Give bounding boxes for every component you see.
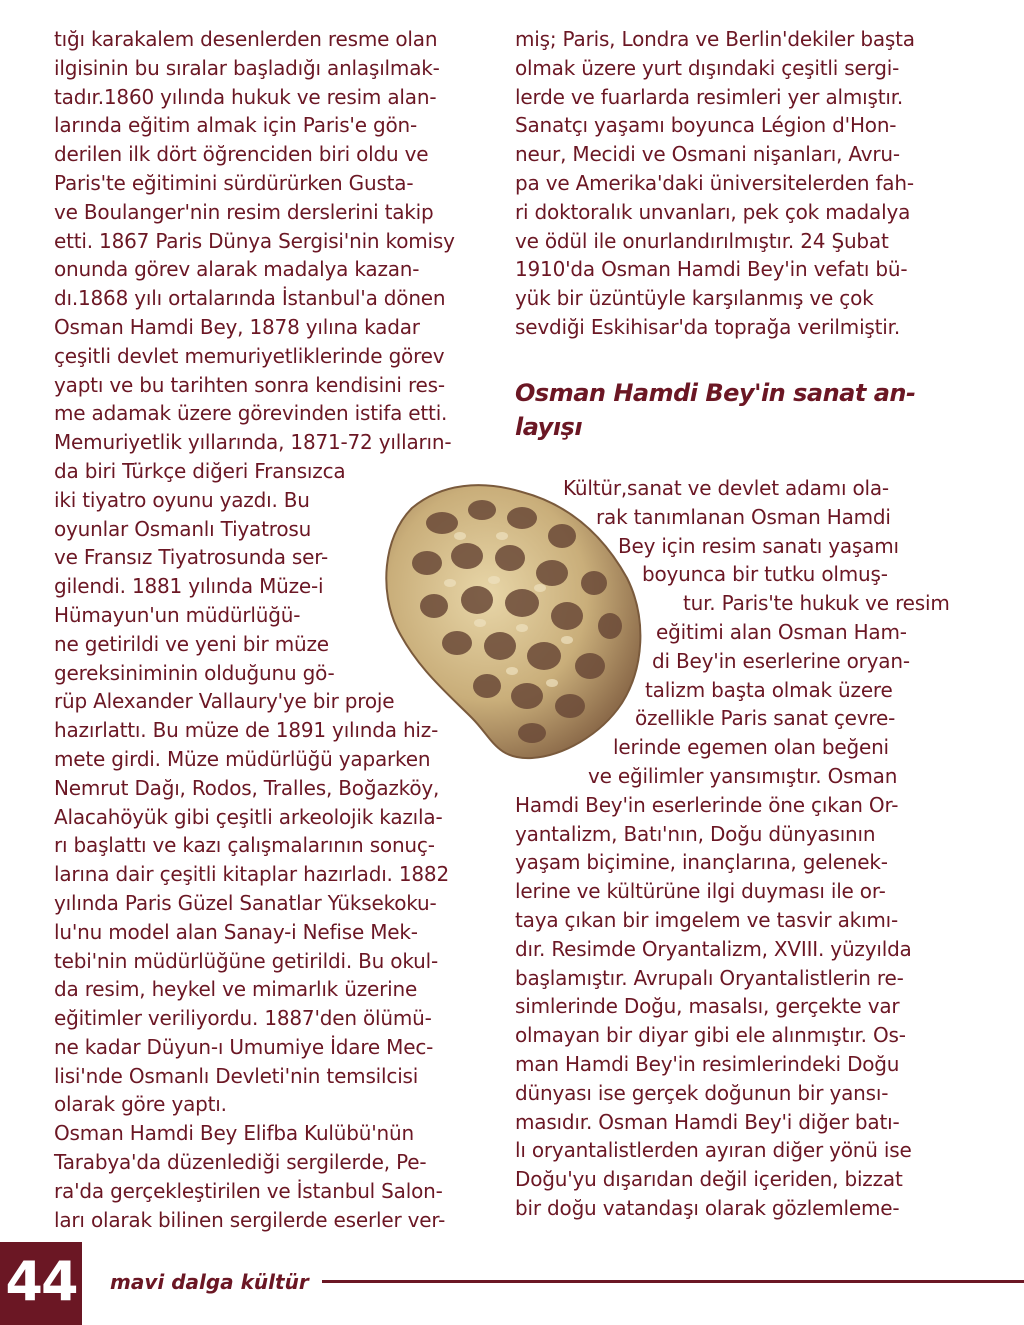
- right-column-top: [515, 25, 915, 342]
- text-line: Osman Hamdi Bey Elifba Kulübü'nün: [54, 1121, 414, 1146]
- footer-rule: [322, 1280, 1024, 1283]
- text-line: Paris'te eğitimini sürdürürken Gusta-: [54, 170, 414, 195]
- text-line: ri doktoralık unvanları, pek çok madalya: [515, 199, 911, 224]
- text-line: Osman Hamdi Bey'in sanat an-: [515, 379, 916, 407]
- text-line: ve ödül ile onurlandırılmıştır. 24 Şubat: [515, 228, 889, 253]
- text-line: dır. Resimde Oryantalizm, XVIII. yüzyılda: [515, 936, 912, 961]
- text-line: rı başlattı ve kazı çalışmalarının sonuç-: [54, 833, 435, 858]
- text-line: yaptı ve bu tarihten sonra kendisini res-: [54, 372, 445, 397]
- text-line: gilendi. 1881 yılında Müze-i: [54, 574, 324, 599]
- text-line: simlerinde Doğu, masalsı, gerçekte var: [515, 994, 900, 1019]
- text-line: Osman Hamdi Bey, 1878 yılına kadar: [54, 314, 420, 339]
- text-line: mete girdi. Müze müdürlüğü yaparken: [54, 746, 431, 771]
- text-line: ve eğilimler yansımıştır. Osman: [588, 763, 898, 788]
- text-line: ları olarak bilinen sergilerde eserler ver-: [54, 1207, 446, 1232]
- magazine-name: mavi dalga kültür: [110, 1270, 309, 1294]
- text-line: me adamak üzere görevinden istifa etti.: [54, 401, 448, 426]
- text-line: olmak üzere yurt dışındaki çeşitli sergi-: [515, 55, 900, 80]
- text-line: Hümayun'un müdürlüğü-: [54, 602, 301, 627]
- text-line: tığı karakalem desenlerden resme olan: [54, 27, 438, 51]
- text-line: boyunca bir tutku olmuş-: [642, 562, 888, 587]
- text-line: hazırlattı. Bu müze de 1891 yılında hiz-: [54, 718, 439, 743]
- text-line: derilen ilk dört öğrenciden biri oldu ve: [54, 142, 429, 167]
- text-line: yük bir üzüntüyle karşılanmış ve çok: [515, 286, 874, 311]
- text-line: ve Fransız Tiyatrosunda ser-: [54, 545, 329, 570]
- text-line: tebi'nin müdürlüğüne getirildi. Bu okul-: [54, 948, 438, 973]
- text-line: da resim, heykel ve mimarlık üzerine: [54, 977, 418, 1002]
- text-line: lisi'nde Osmanlı Devleti'nin temsilcisi: [54, 1063, 419, 1088]
- text-line: 1910'da Osman Hamdi Bey'in vefatı bü-: [515, 257, 908, 282]
- text-line: dünyası ise gerçek doğunun bir yansı-: [515, 1080, 889, 1105]
- text-line: larına dair çeşitli kitaplar hazırladı. 1882: [54, 862, 449, 887]
- text-line: lerde ve fuarlarda resimleri yer almıştır.: [515, 84, 904, 109]
- text-line: layışı: [515, 413, 583, 441]
- text-line: Hamdi Bey'in eserlerinde öne çıkan Or-: [515, 792, 899, 817]
- text-line: başlamıştır. Avrupalı Oryantalistlerin re-: [515, 965, 904, 990]
- text-line: Memuriyetlik yıllarında, 1871-72 yılların-: [54, 430, 452, 455]
- text-line: Tarabya'da düzenlediği sergilerde, Pe-: [54, 1150, 427, 1175]
- section-heading: [515, 376, 915, 444]
- text-line: etti. 1867 Paris Dünya Sergisi'nin komisy: [54, 228, 455, 253]
- text-line: miş; Paris, Londra ve Berlin'dekiler başta: [515, 27, 915, 51]
- text-line: lu'nu model alan Sanay-i Nefise Mek-: [54, 919, 418, 944]
- text-line: man Hamdi Bey'in resimlerindeki Doğu: [515, 1051, 900, 1076]
- text-line: özellikle Paris sanat çevre-: [635, 706, 896, 731]
- text-line: ne kadar Düyun-ı Umumiye İdare Mec-: [54, 1034, 434, 1059]
- text-line: taya çıkan bir imgelem ve tasvir akımı-: [515, 907, 899, 932]
- text-line: tur. Paris'te hukuk ve resim: [683, 591, 950, 616]
- text-line: da biri Türkçe diğeri Fransızca: [54, 458, 346, 483]
- text-line: lerinde egemen olan beğeni: [613, 735, 889, 760]
- text-line: talizm başta olmak üzere: [645, 677, 893, 702]
- text-line: ra'da gerçekleştirilen ve İstanbul Salon-: [54, 1178, 443, 1203]
- text-line: yılında Paris Güzel Sanatlar Yüksekoku-: [54, 890, 437, 915]
- text-line: lı oryantalistlerden ayıran diğer yönü ise: [515, 1138, 912, 1163]
- text-line: Nemrut Dağı, Rodos, Tralles, Boğazköy,: [54, 775, 440, 800]
- text-line: tadır.1860 yılında hukuk ve resim alan-: [54, 84, 437, 109]
- text-line: larında eğitim almak için Paris'e gön-: [54, 113, 418, 138]
- text-line: Doğu'yu dışarıdan değil içeriden, bizzat: [515, 1167, 903, 1192]
- text-line: sevdiği Eskihisar'da toprağa verilmiştir.: [515, 314, 900, 339]
- page-number: 44: [5, 1250, 77, 1313]
- text-line: onunda görev alarak madalya kazan-: [54, 257, 420, 282]
- text-line: lerine ve kültürüne ilgi duyması ile or-: [515, 879, 886, 904]
- text-line: yaşam biçimine, inançlarına, gelenek-: [515, 850, 888, 875]
- text-line: rak tanımlanan Osman Hamdi: [596, 504, 891, 529]
- text-line: neur, Mecidi ve Osmani nişanları, Avru-: [515, 142, 900, 167]
- text-line: ve Boulanger'nin resim derslerini takip: [54, 199, 434, 224]
- text-line: çeşitli devlet memuriyetliklerinde görev: [54, 343, 445, 368]
- text-line: olmayan bir diyar gibi ele alınmıştır. Os-: [515, 1023, 906, 1048]
- text-line: bir doğu vatandaşı olarak gözlemleme-: [515, 1195, 900, 1220]
- text-line: di Bey'in eserlerine oryan-: [652, 648, 910, 673]
- text-line: yantalizm, Batı'nın, Doğu dünyasının: [515, 821, 876, 846]
- text-line: ilgisinin bu sıralar başladığı anlaşılmak-: [54, 55, 440, 80]
- text-line: oyunlar Osmanlı Tiyatrosu: [54, 516, 312, 541]
- spotted-stone-image: [372, 478, 647, 760]
- text-line: iki tiyatro oyunu yazdı. Bu: [54, 487, 310, 512]
- text-line: dı.1868 yılı ortalarında İstanbul'a dönen: [54, 286, 446, 311]
- text-line: rüp Alexander Vallaury'ye bir proje: [54, 689, 395, 714]
- text-line: ne getirildi ve yeni bir müze: [54, 631, 329, 656]
- text-line: eğitimi alan Osman Ham-: [656, 619, 907, 644]
- text-line: Alacahöyük gibi çeşitli arkeolojik kazıla-: [54, 804, 443, 829]
- text-line: masıdır. Osman Hamdi Bey'i diğer batı-: [515, 1109, 900, 1134]
- text-line: pa ve Amerika'daki üniversitelerden fah-: [515, 170, 914, 195]
- text-line: Bey için resim sanatı yaşamı: [618, 533, 899, 558]
- text-line: gereksiniminin olduğunu gö-: [54, 660, 335, 685]
- text-line: Sanatçı yaşamı boyunca Légion d'Hon-: [515, 113, 897, 138]
- text-line: Kültür,sanat ve devlet adamı ola-: [563, 476, 889, 500]
- text-line: olarak göre yaptı.: [54, 1092, 227, 1117]
- text-line: eğitimler veriliyordu. 1887'den ölümü-: [54, 1006, 432, 1031]
